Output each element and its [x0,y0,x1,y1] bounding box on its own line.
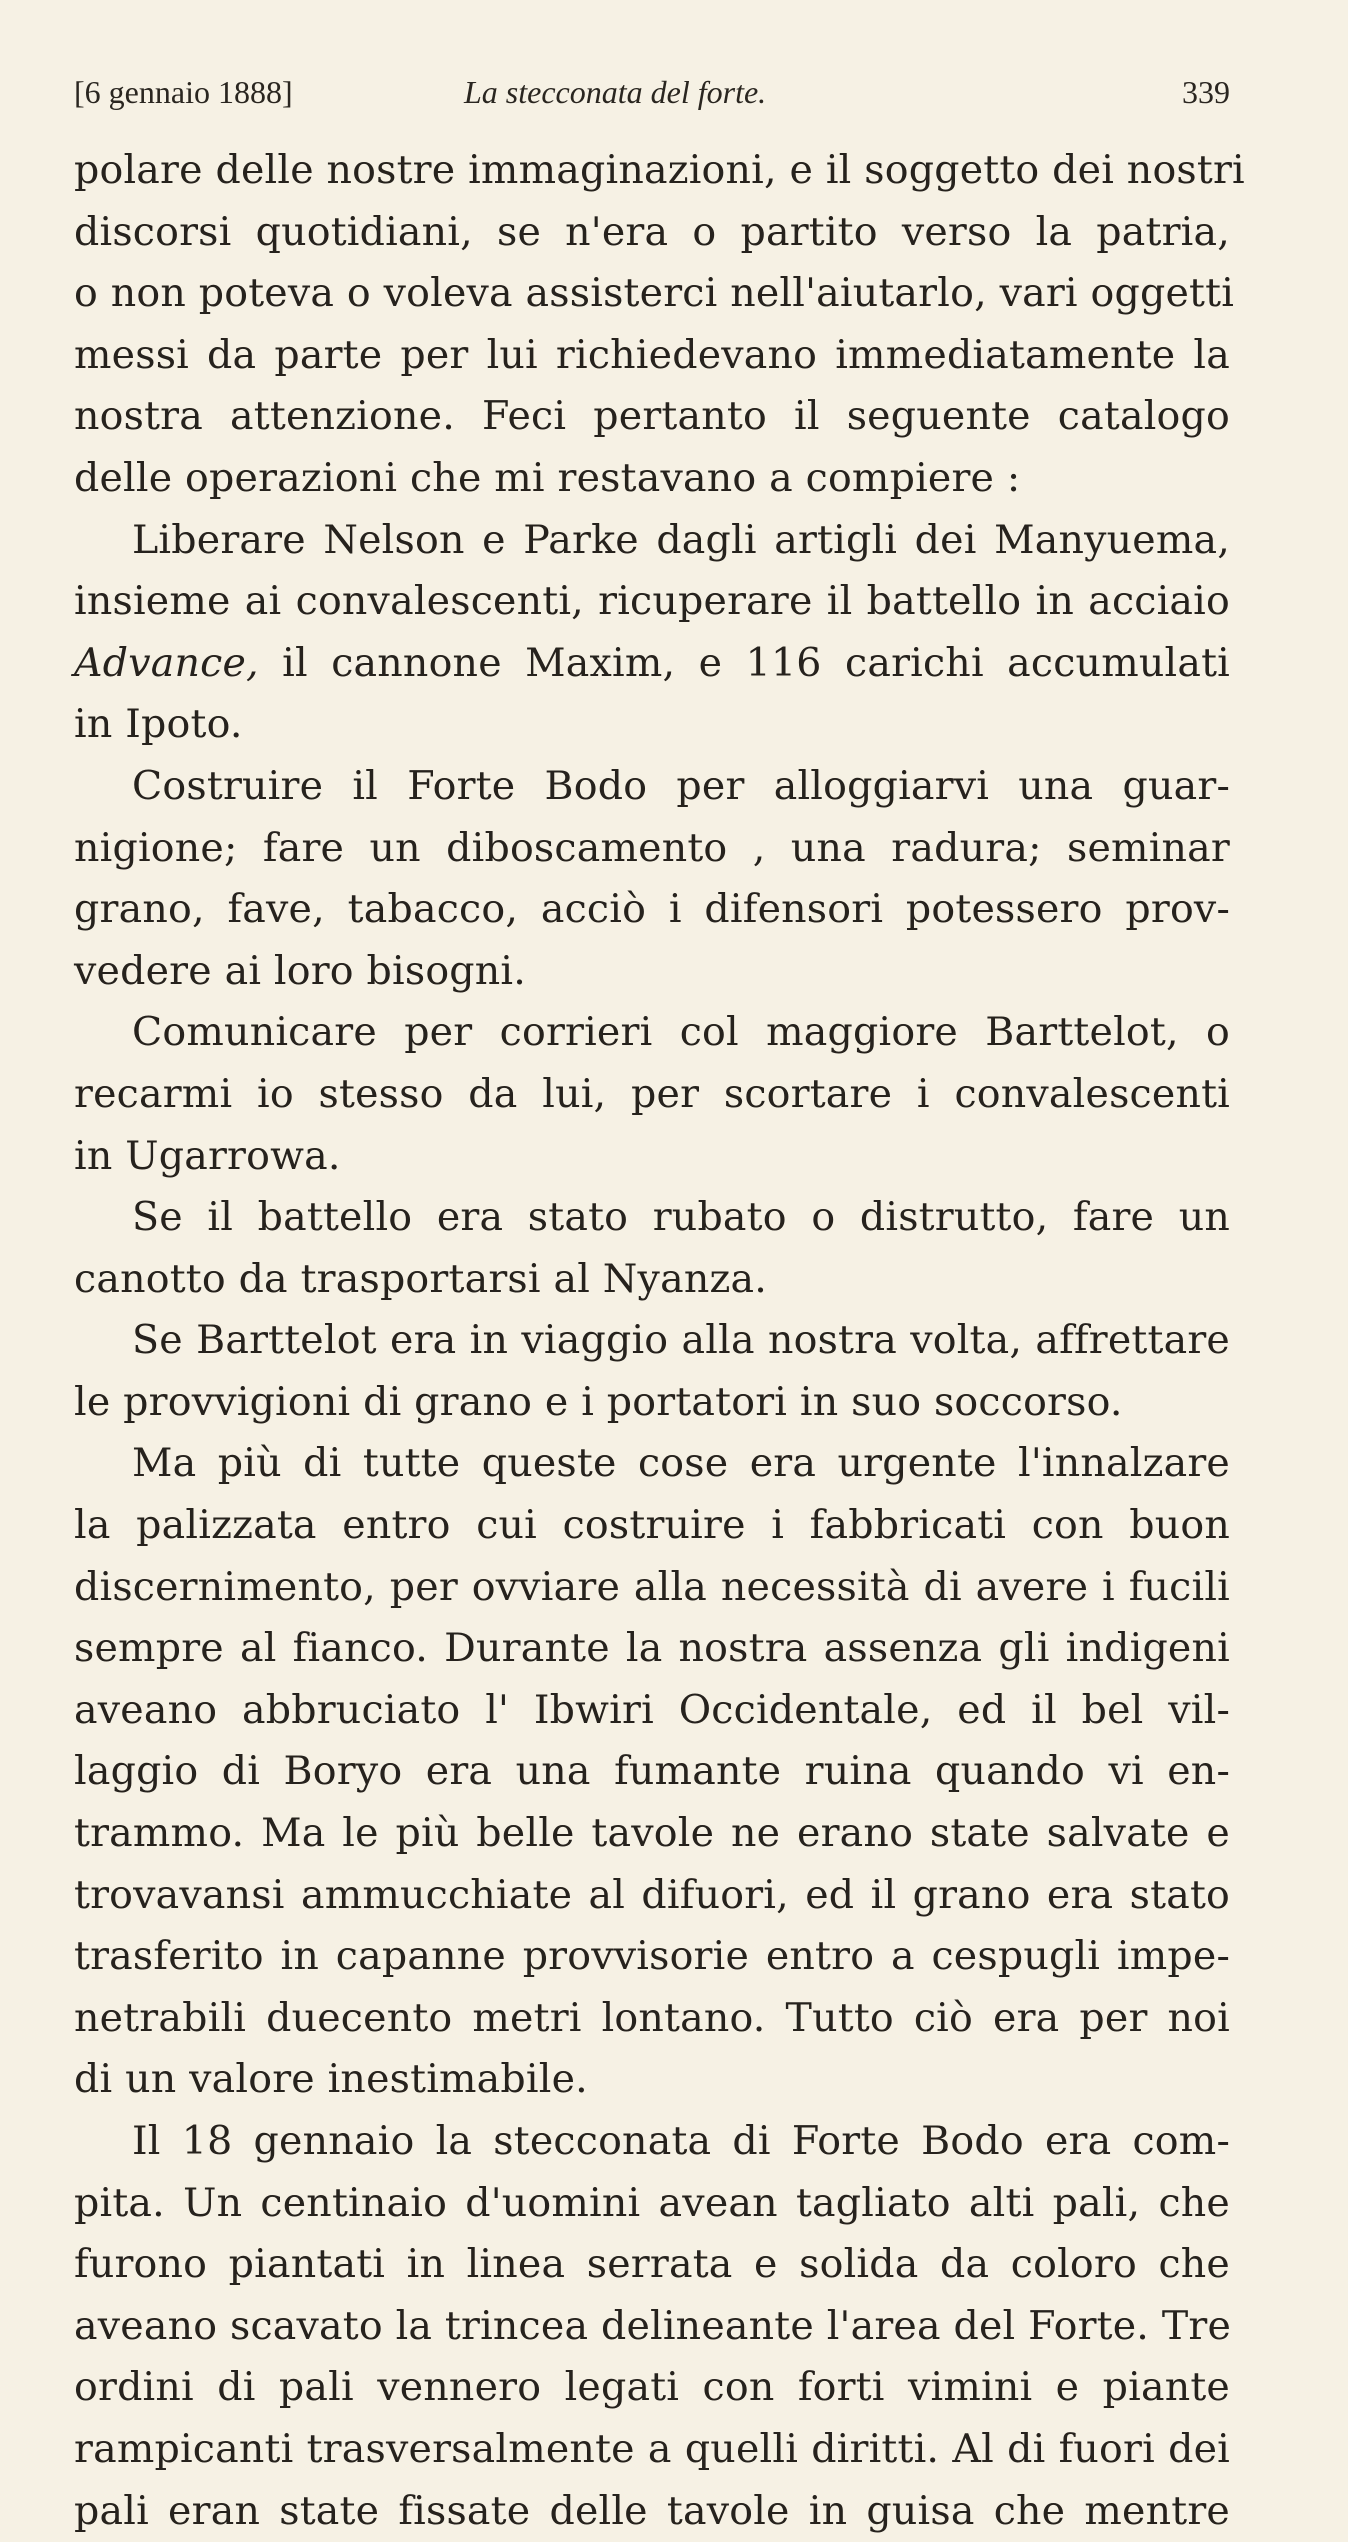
text-line: Se il battello era stato rubato o distrutto, fare un [132,1194,1230,1241]
text-line: polare delle nostre immaginazioni, e il soggetto dei nostri [74,147,1245,193]
body-text [74,140,1245,2542]
text-line: nigione; fare un diboscamento , una radura; seminar [74,824,1230,871]
text-line: o non poteva o voleva assisterci nell'aiutarlo, vari oggetti [74,270,1235,317]
text-line: recarmi io stesso da lui, per scortare i convalescenti [74,1070,1230,1117]
text-line: messi da parte per lui richiedevano immediatamente la [74,331,1230,378]
header-title: La stecconata del forte. [464,74,767,110]
text-line: aveano abbruciato l' Ibwiri Occidentale, ed il bel vil- [74,1686,1230,1733]
text-line: nostra attenzione. Feci pertanto il seguente catalogo [74,393,1230,440]
text-line: furono piantati in linea serrata e solida da coloro che [74,2241,1230,2288]
header-date: [6 gennaio 1888] [74,74,293,110]
text-line: vedere ai loro bisogni. [74,947,527,994]
text-line: Il 18 gennaio la stecconata di Forte Bodo era com- [132,2118,1230,2164]
text-line: di un valore inestimabile. [74,2056,588,2103]
text-line: Ma più di tutte queste cose era urgente l'innalzare [132,1440,1230,1487]
italic-word: Advance, [74,639,259,686]
text-line: la palizzata entro cui costruire i fabbricati con buon [74,1502,1230,1549]
running-head [74,70,1230,114]
text-line: Liberare Nelson e Parke dagli artigli dei Manyuema, [132,516,1230,563]
text-line: insieme ai convalescenti, ricuperare il battello in acciaio [74,578,1230,625]
text-line: Costruire il Forte Bodo per alloggiarvi una guar- [132,762,1230,809]
text-line: sempre al fianco. Durante la nostra assenza gli indigeni [74,1625,1230,1672]
text-line: delle operazioni che mi restavano a compiere : [74,454,1021,501]
text-line: le provvigioni di grano e i portatori in suo soccorso. [74,1378,1123,1425]
text-line: trovavansi ammucchiate al difuori, ed il grano era stato [74,1871,1230,1918]
text-line: Comunicare per corrieri col maggiore Barttelot, o [132,1009,1230,1056]
text-line: canotto da trasportarsi al Nyanza. [74,1255,767,1302]
text-line: Se Barttelot era in viaggio alla nostra volta, affrettare [132,1317,1230,1364]
text-line-italic [74,633,1230,695]
text-line: netrabili duecento metri lontano. Tutto ciò era per noi [74,1994,1230,2041]
text-line: grano, fave, tabacco, acciò i difensori potessero prov- [74,886,1230,933]
text-line: in Ugarrowa. [74,1132,341,1179]
text-line-rest: il cannone Maxim, e 116 carichi accumulati [282,639,1230,686]
text-line: trasferito in capanne provvisorie entro a cespugli impe- [74,1933,1230,1980]
text-line: discorsi quotidiani, se n'era o partito verso la patria, [74,208,1230,255]
text-line: pita. Un centinaio d'uomini avean tagliato alti pali, che [74,2179,1230,2226]
text-line: aveano scavato la trincea delineante l'area del Forte. Tre [74,2302,1232,2349]
text-line: rampicanti trasversalmente a quelli diritti. Al di fuori dei [74,2425,1230,2472]
text-line: in Ipoto. [74,701,243,748]
text-line: ordini di pali vennero legati con forti vimini e piante [74,2364,1230,2411]
text-line: pali eran state fissate delle tavole in guisa che mentre [74,2487,1230,2534]
text-line: discernimento, per ovviare alla necessità di avere i fucili [74,1563,1230,1610]
text-line: trammo. Ma le più belle tavole ne erano state salvate e [74,1810,1230,1857]
page-number: 339 [1182,74,1230,110]
text-line: laggio di Boryo era una fumante ruina quando vi en- [74,1748,1230,1795]
